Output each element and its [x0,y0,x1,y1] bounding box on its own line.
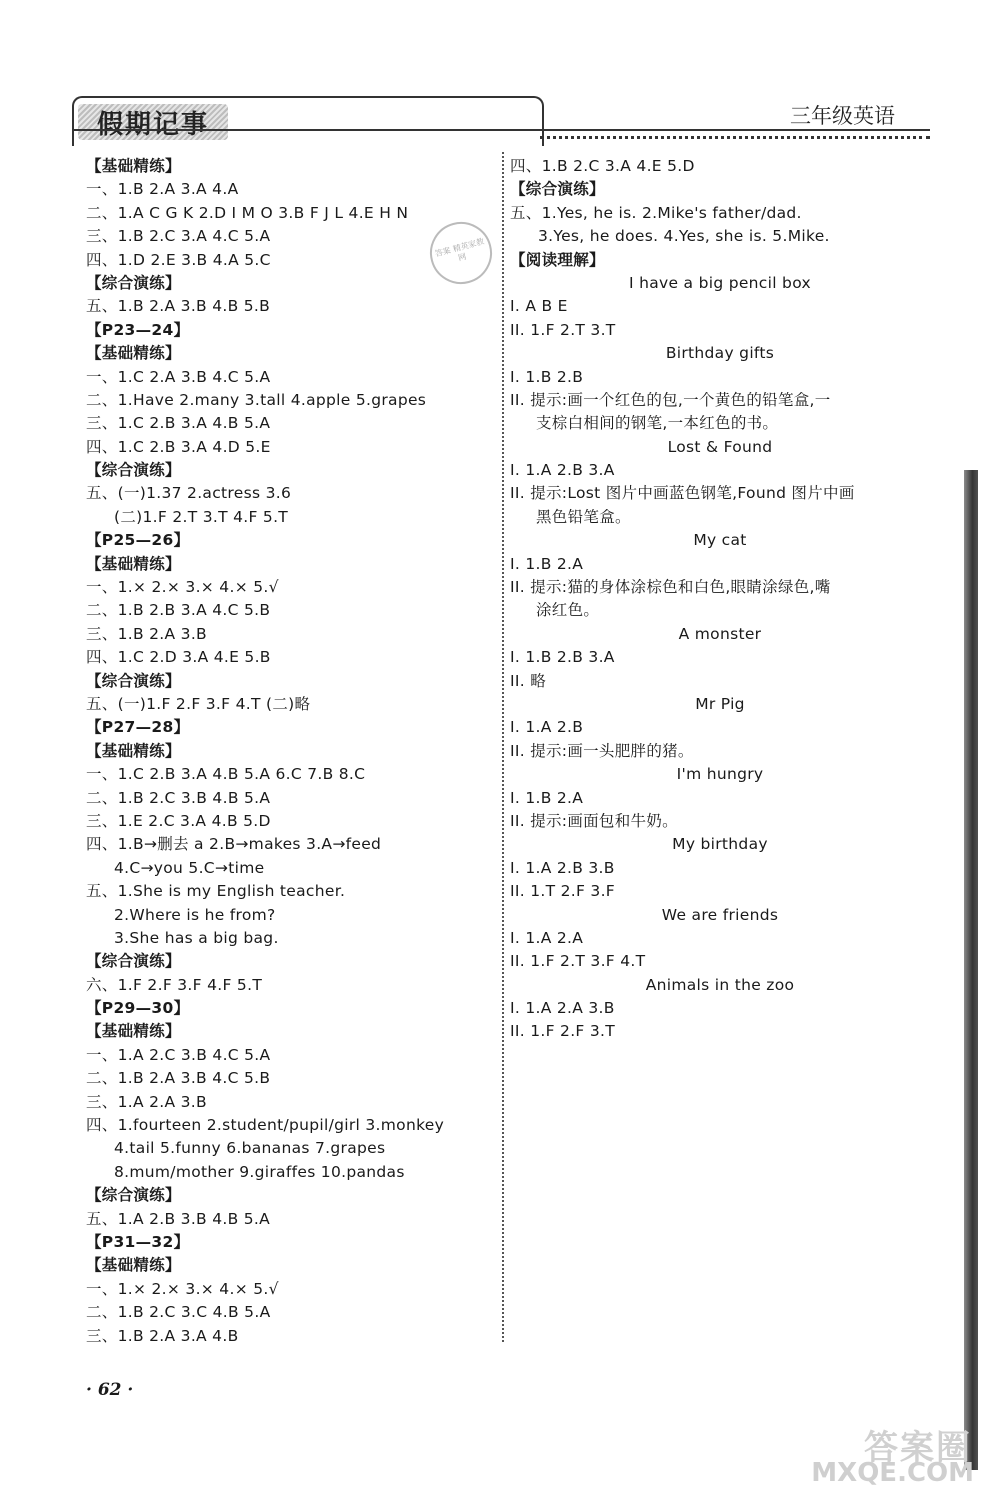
answer-line: 支棕白相间的钢笔,一本红色的书。 [536,414,779,433]
answer-line: 四、1.B→删去 a 2.B→makes 3.A→feed [86,835,382,854]
answer-line: 四、1.C 2.B 3.A 4.D 5.E [86,437,271,456]
answer-line: 4.C→you 5.C→time [114,858,265,877]
header-label: 假期记事 [78,104,228,140]
section-heading: 【基础精练】 [86,344,181,363]
section-heading: 【综合演练】 [86,461,181,480]
answer-line: 四、1.B 2.C 3.A 4.E 5.D [510,157,695,175]
reading-title: I have a big pencil box [629,273,811,292]
answer-line: 四、1.fourteen 2.student/pupil/girl 3.monkey [86,1116,445,1135]
section-heading: 【综合演练】 [86,952,181,971]
section-heading: 【P29—30】 [86,999,190,1018]
answer-line: I. 1.B 2.B 3.A [510,648,615,667]
answer-line: II. 提示:猫的身体涂棕色和白色,眼睛涂绿色,嘴 [510,578,831,597]
watermark-stamp: 答案 精英家教网 [423,215,499,291]
answer-line: 二、1.B 2.B 3.A 4.C 5.B [86,601,271,620]
answer-line: 一、1.A 2.C 3.B 4.C 5.A [86,1045,271,1064]
header-rule [72,129,930,131]
header-subject: 三年级英语 [790,104,895,128]
section-heading: 【综合演练】 [86,273,181,292]
reading-title: Lost & Found [667,437,773,456]
answer-line: 一、1.× 2.× 3.× 4.× 5.√ [86,578,279,597]
answer-line: I. A B E [510,297,568,316]
answer-line: 二、1.B 2.C 3.B 4.B 5.A [86,788,271,807]
answer-line: 3.She has a big bag. [114,928,279,947]
answer-line: 三、1.E 2.C 3.A 4.B 5.D [86,811,271,830]
answer-line: 六、1.F 2.F 3.F 4.F 5.T [86,975,263,994]
answer-line: 三、1.B 2.A 3.B [86,624,207,643]
reading-title: Animals in the zoo [645,975,795,994]
section-heading: 【P23—24】 [86,320,190,339]
reading-title: We are friends [661,905,779,924]
section-heading: 【P27—28】 [86,718,190,737]
answer-line: I. 1.A 2.B [510,718,584,737]
answer-line: 四、1.C 2.D 3.A 4.E 5.B [86,648,271,667]
answer-line: II. 提示:画一头肥胖的猪。 [510,741,694,760]
answer-line: II. 提示:画一个红色的包,一个黄色的铅笔盒,一 [510,390,831,409]
right-column [510,155,930,1044]
section-heading: 【基础精练】 [86,554,181,573]
answer-line: I. 1.A 2.A 3.B [510,999,615,1018]
page-number: · 62 · [86,1380,134,1400]
answer-line: 三、1.B 2.C 3.A 4.C 5.A [86,227,271,246]
watermark-logo: 答案圈 [864,1428,972,1468]
answer-line: II. 提示:画面包和牛奶。 [510,811,678,830]
answer-line: 黑色铅笔盒。 [536,507,631,526]
answer-line: 二、1.A C G K 2.D I M O 3.B F J L 4.E H N [86,203,409,222]
section-heading: 【综合演练】 [86,1186,181,1205]
answer-line: 8.mum/mother 9.giraffes 10.pandas [114,1162,405,1181]
answer-line: (二)1.F 2.T 3.T 4.F 5.T [114,507,289,526]
answer-line: 二、1.B 2.A 3.B 4.C 5.B [86,1069,271,1088]
answer-line: 五、1.Yes, he is. 2.Mike's father/dad. [510,203,802,222]
answer-line: 五、1.B 2.A 3.B 4.B 5.B [86,297,271,316]
answer-line: II. 1.T 2.F 3.F [510,882,616,901]
answer-line: 4.tail 5.funny 6.bananas 7.grapes [114,1139,386,1158]
section-heading: 【基础精练】 [86,741,181,760]
answer-line: 涂红色。 [536,601,600,620]
section-heading: 【P25—26】 [86,531,190,550]
answer-line: II. 1.F 2.T 3.F 4.T [510,952,646,971]
answer-line: I. 1.A 2.A [510,928,584,947]
answer-line: 二、1.B 2.C 3.C 4.B 5.A [86,1303,271,1322]
answer-line: I. 1.A 2.B 3.A [510,461,615,480]
answer-line: II. 略 [510,671,546,690]
section-heading: 【P31—32】 [86,1232,190,1251]
section-heading: 【基础精练】 [86,1256,181,1275]
section-heading: 【阅读理解】 [510,250,605,269]
left-column [86,155,496,1348]
reading-title: My cat [693,531,747,550]
answer-line: 3.Yes, he does. 4.Yes, she is. 5.Mike. [538,227,830,246]
answer-line: II. 提示:Lost 图片中画蓝色钢笔,Found 图片中画 [510,484,855,503]
answer-line: 五、1.A 2.B 3.B 4.B 5.A [86,1209,271,1228]
answer-line: 三、1.C 2.B 3.A 4.B 5.A [86,414,271,433]
header-dotted-rule [540,136,930,139]
section-heading: 【综合演练】 [86,671,181,690]
answer-line: 五、(一)1.F 2.F 3.F 4.T (二)略 [86,694,311,713]
reading-title: A monster [678,624,762,643]
answer-line: 五、1.She is my English teacher. [86,882,346,901]
answer-line: I. 1.B 2.B [510,367,584,386]
answer-line: 2.Where is he from? [114,905,276,924]
answer-line: 二、1.Have 2.many 3.tall 4.apple 5.grapes [86,390,427,409]
answer-line: 三、1.B 2.A 3.A 4.B [86,1326,239,1345]
answer-line: II. 1.F 2.F 3.T [510,1022,616,1041]
column-divider [502,152,504,1342]
reading-title: Mr Pig [695,694,745,713]
reading-title: My birthday [672,835,768,854]
answer-line: 三、1.A 2.A 3.B [86,1092,207,1111]
answer-line: I. 1.A 2.B 3.B [510,858,615,877]
answer-line: 四、1.D 2.E 3.B 4.A 5.C [86,250,271,269]
answer-line: 五、(一)1.37 2.actress 3.6 [86,484,292,503]
answer-line: I. 1.B 2.A [510,788,584,807]
answer-line: 一、1.C 2.B 3.A 4.B 5.A 6.C 7.B 8.C [86,765,366,784]
section-heading: 【基础精练】 [86,157,181,175]
answer-line: 一、1.× 2.× 3.× 4.× 5.√ [86,1279,279,1298]
reading-title: I'm hungry [676,765,764,784]
answer-line: II. 1.F 2.T 3.T [510,320,616,339]
scan-edge-shadow [964,470,978,1470]
section-heading: 【基础精练】 [86,1022,181,1041]
answer-line: 一、1.B 2.A 3.A 4.A [86,180,239,199]
answer-line: 一、1.C 2.A 3.B 4.C 5.A [86,367,271,386]
section-heading: 【综合演练】 [510,180,605,199]
reading-title: Birthday gifts [665,344,775,363]
answer-line: I. 1.B 2.A [510,554,584,573]
watermark-url: MXQE.COM [811,1458,974,1488]
